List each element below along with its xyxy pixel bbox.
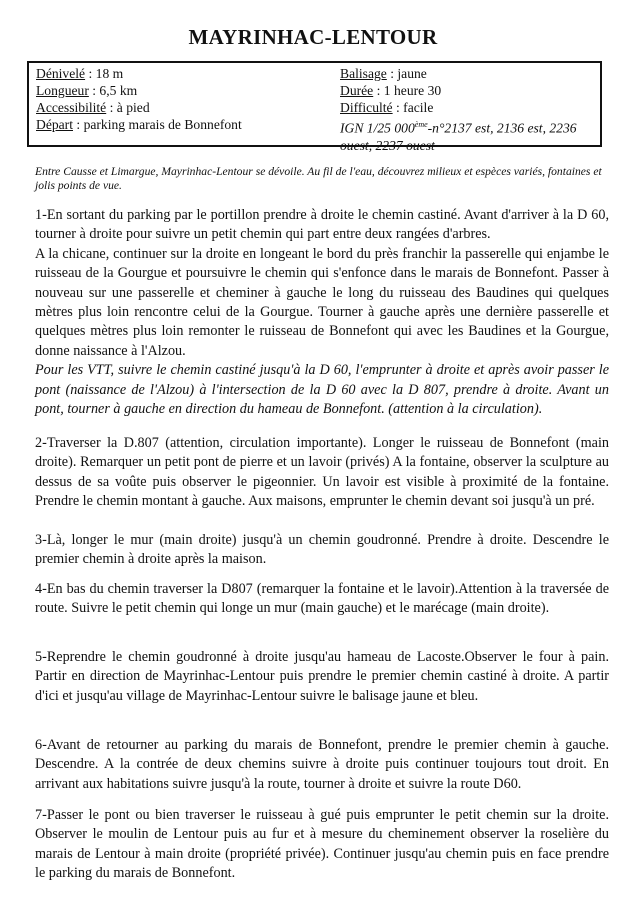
- intro-text: Entre Causse et Limargue, Mayrinhac-Lentour se dévoile. Au fil de l'eau, découvrez milieux et espèces variés, fontaines et jolis points de vue.: [35, 165, 602, 192]
- info-value: : facile: [392, 100, 434, 115]
- step-1-paragraph-1: 1-En sortant du parking par le portillon prendre à droite le chemin castiné. Avant d'arriver à la D 60, tourner à droite pour suivre un petit chemin qui part entre deux rangées d'arbres.: [35, 207, 609, 243]
- info-value: : parking marais de Bonnefont: [73, 117, 242, 132]
- info-label: Départ: [36, 117, 73, 132]
- step-3: [35, 531, 609, 570]
- step-7: [35, 806, 609, 884]
- step-2-text: 2-Traverser la D.807 (attention, circulation importante). Longer le ruisseau de Bonnefont (main droite). Remarquer un petit pont de pierre et un lavoir (privés) A la fontaine, observer la sculpture au dessus de sa voûte puis observer le pigeonnier. Un lavoir est visible à proximité de la fontaine. Prendre le chemin montant à gauche. Aux maisons, emprunter le chemin devant soi jusqu'à un pré.: [35, 435, 609, 510]
- info-value: : 6,5 km: [88, 83, 138, 98]
- info-elevation: [36, 65, 242, 82]
- step-1-vtt-note: Pour les VTT, suivre le chemin castiné jusqu'à la D 60, l'emprunter à droite et après avoir passer le pont (naissance de l'Alzou) à l'intersection de la D 60 avec la D 807, prendre à droite. Avant un pont, tourner à gauche en direction du hameau de Bonnefont. (attention à la circulation).: [35, 362, 609, 418]
- step-1: [35, 206, 609, 419]
- info-accessibility: [36, 99, 242, 116]
- info-value: : jaune: [386, 66, 427, 81]
- info-label: Accessibilité: [36, 100, 107, 115]
- step-6-text: 6-Avant de retourner au parking du marais de Bonnefont, prendre le premier chemin à gauche. Descendre. A la contrée de deux chemins suivre à droite puis continuer toujours tout droit. En arrivant aux habitations suivre jusqu'à la route, tourner à droite et suivre la route D60.: [35, 737, 609, 792]
- info-label: Dénivelé: [36, 66, 86, 81]
- step-4: [35, 580, 609, 619]
- info-value: : à pied: [106, 100, 150, 115]
- step-3-text: 3-Là, longer le mur (main droite) jusqu'à un chemin goudronné. Prendre à droite. Descendre le premier chemin à droite après la maison.: [35, 532, 609, 568]
- step-5: [35, 648, 609, 706]
- step-4-text: 4-En bas du chemin traverser la D807 (remarquer la fontaine et le lavoir).Attention à la traversée de route. Suivre le petit chemin qui longe un mur (main gauche) et le marécage (main droite).: [35, 581, 609, 617]
- info-label: Longueur: [36, 83, 89, 98]
- info-label: Durée: [340, 83, 374, 98]
- info-value: : 18 m: [85, 66, 124, 81]
- info-value: : 1 heure 30: [373, 83, 442, 98]
- step-7-text: 7-Passer le pont ou bien traverser le ruisseau à gué puis emprunter le petit chemin sur la droite. Observer le moulin de Lentour puis au fur et à mesure du cheminement observer la roselière du marais de Lentour à main droite (propriété privée). Continuer jusqu'au chemin puis en face prendre le parking du marais de Bonnefont.: [35, 807, 609, 882]
- info-start: [36, 116, 242, 133]
- info-length: [36, 82, 242, 99]
- info-box: [27, 61, 602, 153]
- step-1-paragraph-2: A la chicane, continuer sur la droite en longeant le bord du près franchir la passerelle qui enjambe le ruisseau de la Gourgue et poursuivre le chemin qui s'enfonce dans le marais de Bonnefont. Passer à nouveau sur une passerelle et cheminer à gauche le long du ruisseau des Baudines qui quelques mètres plus loin rencontre celui de la Gourgue. Tourner à gauche après une dernière passerelle et quelques mètres plus loin remonter le ruisseau de Bonnefont qui avec les Baudines et la Gourgue, donne naissance à l'Alzou.: [35, 245, 609, 359]
- info-duration: [340, 82, 602, 99]
- info-right-column: [340, 65, 602, 154]
- info-label: Balisage: [340, 66, 387, 81]
- info-left-column: [36, 65, 242, 133]
- info-markings: [340, 65, 602, 82]
- ign-sheets: -n°2137 est, 2136 est, 2236 ouest, 2237 ouest: [340, 120, 577, 153]
- ign-superscript: ème: [414, 120, 428, 129]
- step-5-text: 5-Reprendre le chemin goudronné à droite jusqu'au hameau de Lacoste.Observer le four à pain. Partir en direction de Mayrinhac-Lentour puis prendre le premier chemin castiné à droite. A partir d'ici et jusqu'au village de Mayrinhac-Lentour suivre le balisage jaune et bleu.: [35, 649, 609, 704]
- step-6: [35, 736, 609, 794]
- ign-prefix: IGN 1/25 000: [340, 120, 415, 136]
- info-difficulty: [340, 99, 602, 116]
- info-label: Difficulté: [340, 100, 393, 115]
- info-ign-maps: [340, 116, 602, 154]
- page-title: MAYRINHAC-LENTOUR: [188, 25, 438, 49]
- step-2: [35, 434, 609, 512]
